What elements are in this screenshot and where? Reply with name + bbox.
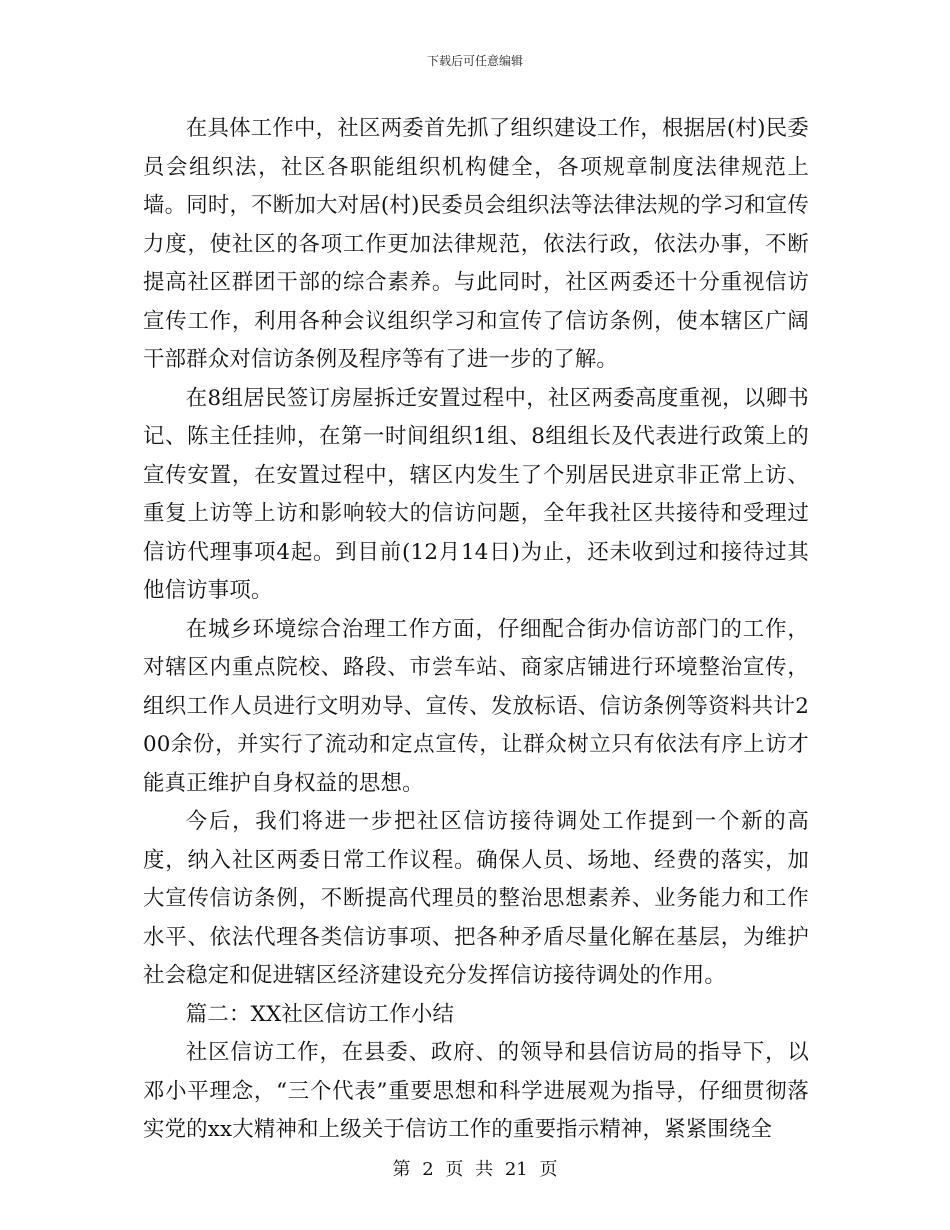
paragraph-2: 在8组居民签订房屋拆迁安置过程中，社区两委高度重视，以卿书记、陈主任挂帅，在第一时间组织1组、8组组长及代表进行政策上的宣传安置，在安置过程中，辖区内发生了个别居民进京非正常上访、重复上访等上访和影响较大的信访问题，全年我社区共接待和受理过信访代理事项4起。到目前(12月14日)为止，还未收到过和接待过其他信访事项。 (143, 385, 809, 603)
paragraph-4: 今后，我们将进一步把社区信访接待调处工作提到一个新的高度，纳入社区两委日常工作议程。确保人员、场地、经费的落实，加大宣传信访条例，不断提高代理员的整治思想素养、业务能力和工作水平、依法代理各类信访事项、把各种矛盾尽量化解在基层，为维护社会稳定和促进辖区经济建设充分发挥信访接待调处的作用。 (143, 809, 809, 988)
paragraph-1: 在具体工作中，社区两委首先抓了组织建设工作，根据居(村)民委员会组织法，社区各职能组织机构健全，各项规章制度法律规范上墙。同时，不断加大对居(村)民委员会组织法等法律法规的学习和宣传力度，使社区的各项工作更加法律规范，依法行政，依法办事，不断提高社区群团干部的综合素养。与此同时，社区两委还十分重视信访宣传工作，利用各种会议组织学习和宣传了信访条例，使本辖区广阔干部群众对信访条例及程序等有了进一步的了解。 (143, 116, 809, 372)
paragraph-3: 在城乡环境综合治理工作方面，仔细配合街办信访部门的工作，对辖区内重点院校、路段、市尝车站、商家店铺进行环境整治宣传，组织工作人员进行文明劝导、宣传、发放标语、信访条例等资料共计200余份，并实行了流动和定点宣传，让群众树立只有依法有序上访才能真正维护自身权益的思想。 (143, 616, 809, 796)
section-heading: 篇二：XX社区信访工作小结 (185, 1001, 455, 1027)
paragraph-5: 社区信访工作，在县委、政府、的领导和县信访局的指导下，以邓小平理念，“三个代表”重要思想和科学进展观为指导，仔细贯彻落实党的xx大精神和上级关于信访工作的重要指示精神，紧紧围绕全 (143, 1040, 809, 1142)
page-number: 第 2 页 共 21 页 (392, 1159, 558, 1180)
document-body (143, 110, 809, 1150)
page-header: 下载后可任意编辑 (426, 54, 523, 68)
